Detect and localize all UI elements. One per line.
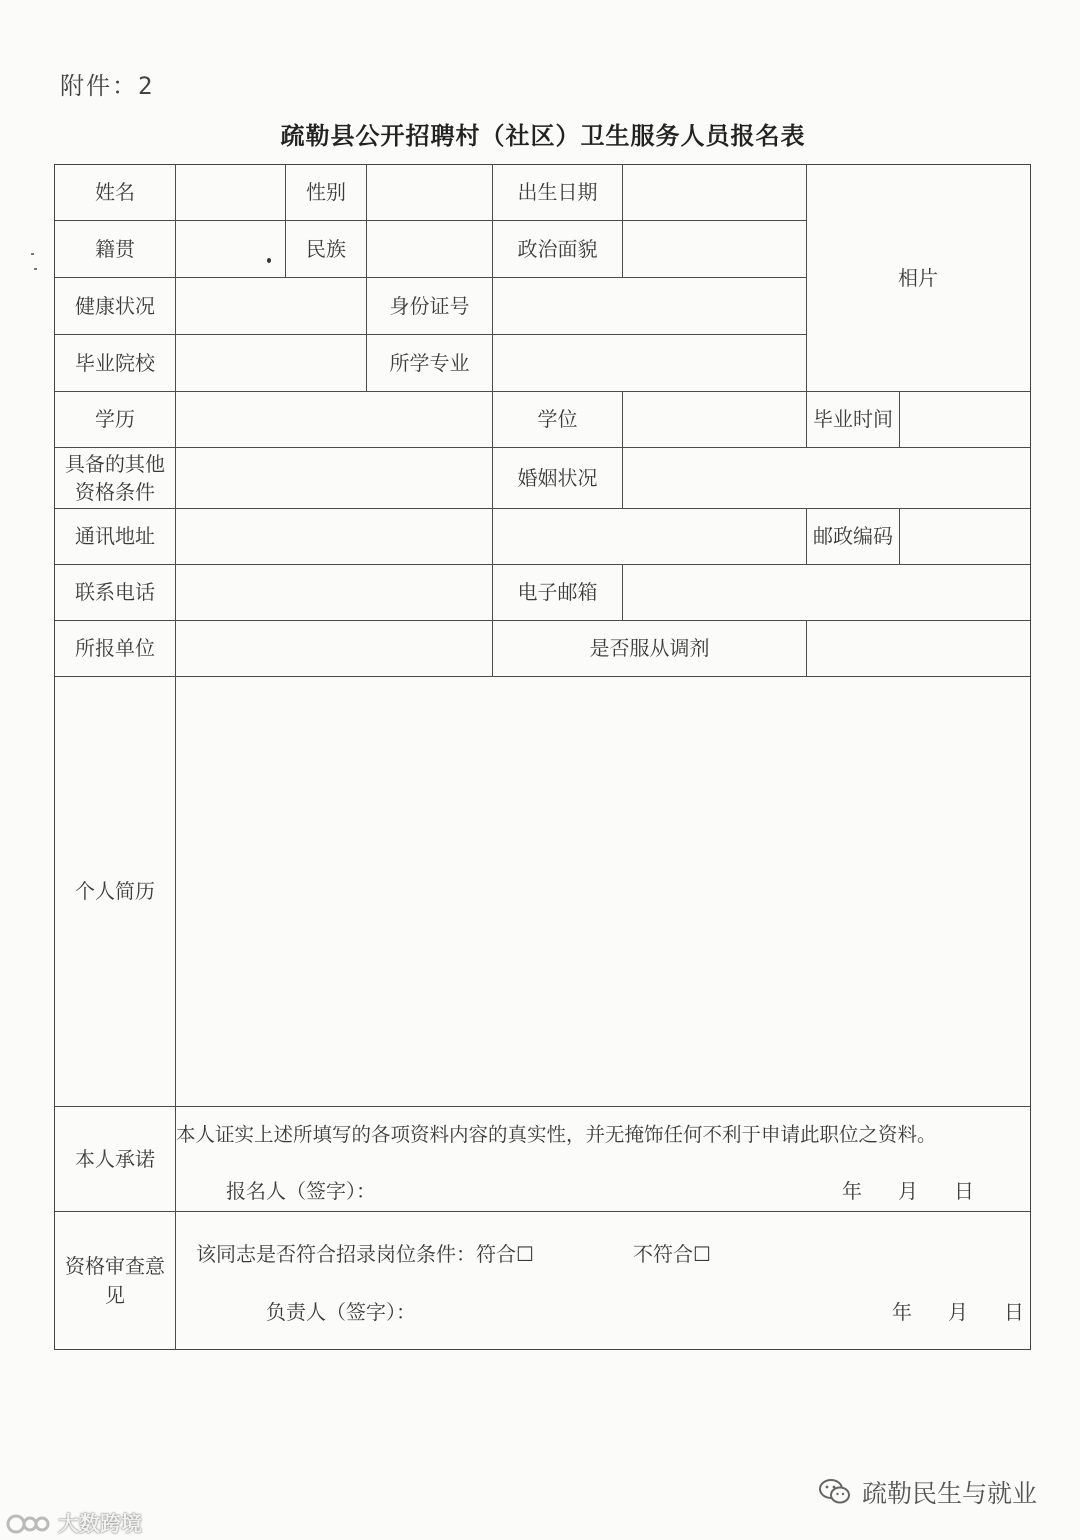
input-email[interactable] — [623, 565, 1029, 620]
review-year: 年 — [892, 1300, 912, 1324]
input-grad-time[interactable] — [900, 392, 1029, 447]
label-political-status: 政治面貌 — [517, 236, 598, 261]
label-postcode: 邮政编码 — [813, 524, 893, 548]
input-birth-date[interactable] — [623, 165, 806, 220]
input-ethnicity[interactable] — [367, 221, 492, 277]
input-unit[interactable] — [176, 621, 492, 676]
label-name: 姓名 — [95, 180, 135, 204]
label-unit: 所报单位 — [75, 636, 155, 660]
wechat-icon — [818, 1477, 852, 1507]
label-review-line1: 资格审查意 — [65, 1253, 165, 1278]
attachment-label: 附件：2 — [60, 72, 155, 100]
watermark-left-text: 大数跨境 — [58, 1512, 142, 1536]
scan-mark — [31, 253, 34, 255]
pledge-day: 日 — [954, 1179, 974, 1203]
label-other-quals-line1: 具备的其他 — [65, 452, 165, 476]
input-health[interactable] — [176, 278, 366, 334]
label-school: 毕业院校 — [75, 350, 155, 375]
photo-box[interactable] — [807, 165, 1029, 391]
review-day: 日 — [1004, 1300, 1024, 1324]
review-month: 月 — [948, 1300, 968, 1324]
label-pledge: 本人承诺 — [75, 1146, 155, 1171]
watermark-right-text: 疏勒民生与就业 — [862, 1479, 1038, 1508]
label-gender: 性别 — [306, 180, 346, 204]
input-political-status[interactable] — [623, 221, 806, 277]
input-postcode[interactable] — [900, 509, 1029, 564]
input-other-quals[interactable] — [176, 448, 492, 508]
label-email: 电子邮箱 — [517, 580, 598, 604]
input-native-place[interactable] — [176, 221, 285, 277]
label-marital: 婚姻状况 — [517, 465, 598, 490]
label-adjust: 是否服从调剂 — [589, 636, 710, 660]
scan-mark — [34, 268, 37, 270]
label-photo: 相片 — [898, 265, 938, 290]
review-not-qualified-option[interactable]: 不符合☐ — [633, 1242, 711, 1266]
review-question[interactable]: 该同志是否符合招录岗位条件：符合☐ — [196, 1242, 534, 1266]
corner-watermark — [6, 1508, 142, 1538]
input-id-number[interactable] — [493, 278, 806, 334]
pledge-year: 年 — [842, 1179, 862, 1203]
label-resume: 个人简历 — [75, 879, 155, 903]
input-resume[interactable] — [176, 677, 1029, 1106]
label-grad-time: 毕业时间 — [813, 407, 893, 431]
label-degree: 学位 — [537, 407, 578, 431]
input-gender[interactable] — [367, 165, 492, 220]
label-review-line2: 见 — [105, 1282, 125, 1307]
input-major[interactable] — [493, 335, 806, 391]
label-review — [55, 1212, 175, 1349]
form-title: 疏勒县公开招聘村（社区）卫生服务人员报名表 — [280, 121, 806, 150]
input-name[interactable] — [176, 165, 285, 220]
input-degree[interactable] — [623, 392, 806, 447]
input-phone[interactable] — [176, 565, 492, 620]
input-marital[interactable] — [623, 448, 1029, 508]
input-address[interactable] — [176, 509, 806, 564]
label-ethnicity: 民族 — [306, 236, 346, 261]
input-school[interactable] — [176, 335, 366, 391]
label-native-place: 籍贯 — [95, 236, 135, 261]
pledge-text: 本人证实上述所填写的各项资料内容的真实性，并无掩饰任何不利于申请此职位之资料。 — [176, 1123, 937, 1146]
label-birth-date: 出生日期 — [517, 180, 598, 204]
wechat-watermark — [818, 1474, 1037, 1510]
label-education: 学历 — [95, 407, 135, 431]
label-id-number: 身份证号 — [389, 293, 470, 318]
label-other-quals — [55, 448, 175, 508]
label-health: 健康状况 — [75, 293, 155, 318]
brand-logo-icon — [6, 1511, 52, 1535]
input-adjust[interactable] — [807, 621, 1029, 676]
applicant-sign-label: 报名人（签字）： — [226, 1179, 376, 1203]
input-education[interactable] — [176, 392, 492, 447]
label-address: 通讯地址 — [75, 524, 155, 548]
label-major: 所学专业 — [389, 350, 470, 375]
reviewer-sign-label: 负责人（签字）： — [266, 1300, 416, 1324]
stray-mark — [267, 258, 271, 263]
label-phone: 联系电话 — [75, 580, 155, 604]
label-other-quals-line2: 资格条件 — [75, 480, 155, 504]
pledge-month: 月 — [898, 1179, 918, 1203]
